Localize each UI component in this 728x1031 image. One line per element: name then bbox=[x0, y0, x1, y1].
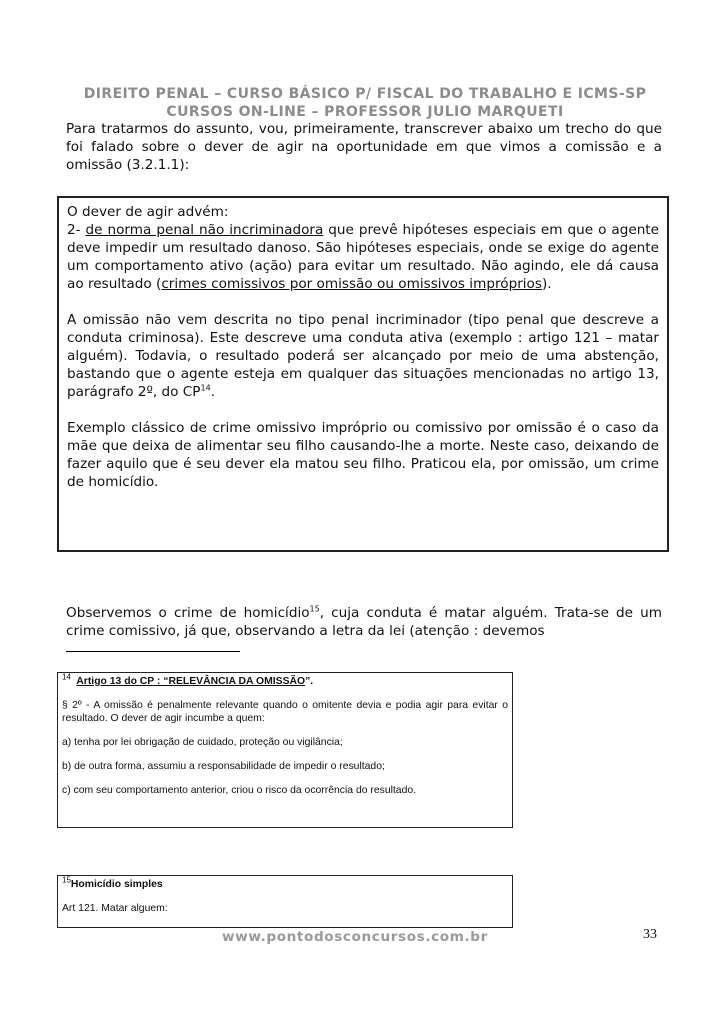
footnote-14-box bbox=[57, 672, 513, 828]
footnote-title-underlined: Artigo 13 do CP : “RELEVÂNCIA DA OMISSÃO bbox=[76, 676, 306, 687]
body-paragraph bbox=[66, 604, 662, 640]
page-number: 33 bbox=[643, 927, 657, 942]
footnote-ref-14[interactable]: 14 bbox=[200, 383, 211, 393]
footnote-ref-15[interactable]: 15 bbox=[309, 604, 320, 614]
quote-text: . bbox=[210, 384, 216, 400]
footnote-15-title bbox=[62, 875, 508, 891]
quote-paragraph-3 bbox=[67, 311, 659, 401]
footnote-15-paragraph: Art 121. Matar alguem: bbox=[62, 903, 168, 914]
footnote-title-end: ”. bbox=[305, 676, 314, 687]
footnote-14-item-c: c) com seu comportamento anterior, criou o risco da ocorrência do resultado. bbox=[62, 785, 417, 796]
underlined-term: de norma penal não incriminadora bbox=[85, 222, 324, 238]
header-line-1: DIREITO PENAL – CURSO BÁSICO P/ FISCAL DO TRABALHO E ICMS-SP bbox=[83, 86, 647, 102]
footnote-divider bbox=[66, 651, 240, 652]
footnote-15-box bbox=[57, 875, 513, 928]
footnote-14-item-b: b) de outra forma, assumiu a responsabilidade de impedir o resultado; bbox=[62, 761, 385, 772]
body-text: Observemos o crime de homicídio bbox=[66, 605, 310, 621]
intro-paragraph: Para tratarmos do assunto, vou, primeiramente, transcrever abaixo um trecho do que foi falado sobre o dever de agir na oportunidade em que vimos a comissão e a omissão (3.2.1.1): bbox=[66, 121, 662, 173]
quote-paragraph-4: Exemplo clássico de crime omissivo impróprio ou comissivo por omissão é o caso da mãe que deixa de alimentar seu filho causando-lhe a morte. Neste caso, deixando de fazer aquilo que é seu dever ela matou seu filho. Praticou ela, por omissão, um crime de homicídio. bbox=[67, 420, 659, 490]
quote-item-number: 2- bbox=[67, 222, 86, 238]
quote-paragraph-2 bbox=[67, 221, 659, 293]
quote-text: ). bbox=[541, 276, 552, 292]
footnote-number: 14 bbox=[62, 672, 71, 682]
header-line-2: CURSOS ON-LINE – PROFESSOR JULIO MARQUETI bbox=[166, 104, 564, 120]
footnote-14-item-a: a) tenha por lei obrigação de cuidado, proteção ou vigilância; bbox=[62, 737, 343, 748]
quote-text: que prevê hipóteses especiais em que o agente deve impedir um resultado danoso. São hipóteses especiais, onde se exige do agente um comportamento ativo (ação) para evitar um resultado. Não agindo, ele dá causa ao resultado ( bbox=[67, 222, 659, 292]
underlined-term: crimes comissivos por omissão ou omissivos impróprios bbox=[161, 276, 542, 292]
footnote-title: Homicídio simples bbox=[70, 879, 163, 890]
quote-text: A omissão não vem descrita no tipo penal incriminador (tipo penal que descreve a conduta criminosa). Este descreve uma conduta ativa (exemplo : artigo 121 – matar alguém). Todavia, o resultado poderá ser alcançado por meio de uma abstenção, bastando que o agente esteja em qualquer das situações mencionadas no artigo 13, parágrafo 2º, do CP bbox=[67, 312, 659, 400]
footnote-14-title bbox=[62, 672, 508, 688]
footnote-number: 15 bbox=[62, 875, 71, 885]
page-header bbox=[64, 85, 666, 121]
quote-heading: O dever de agir advém: bbox=[67, 204, 229, 220]
body-text: , cuja conduta é matar alguém. Trata-se de um crime comissivo, já que, observando a letra da lei (atenção : devemos bbox=[66, 605, 663, 639]
quote-box bbox=[57, 196, 669, 552]
footnote-14-paragraph: § 2º - A omissão é penalmente relevante quando o omitente devia e podia agir para evitar o resultado. O dever de agir incumbe a quem: bbox=[62, 700, 508, 724]
footer-url[interactable]: www.pontodosconcursos.com.br bbox=[222, 929, 488, 945]
